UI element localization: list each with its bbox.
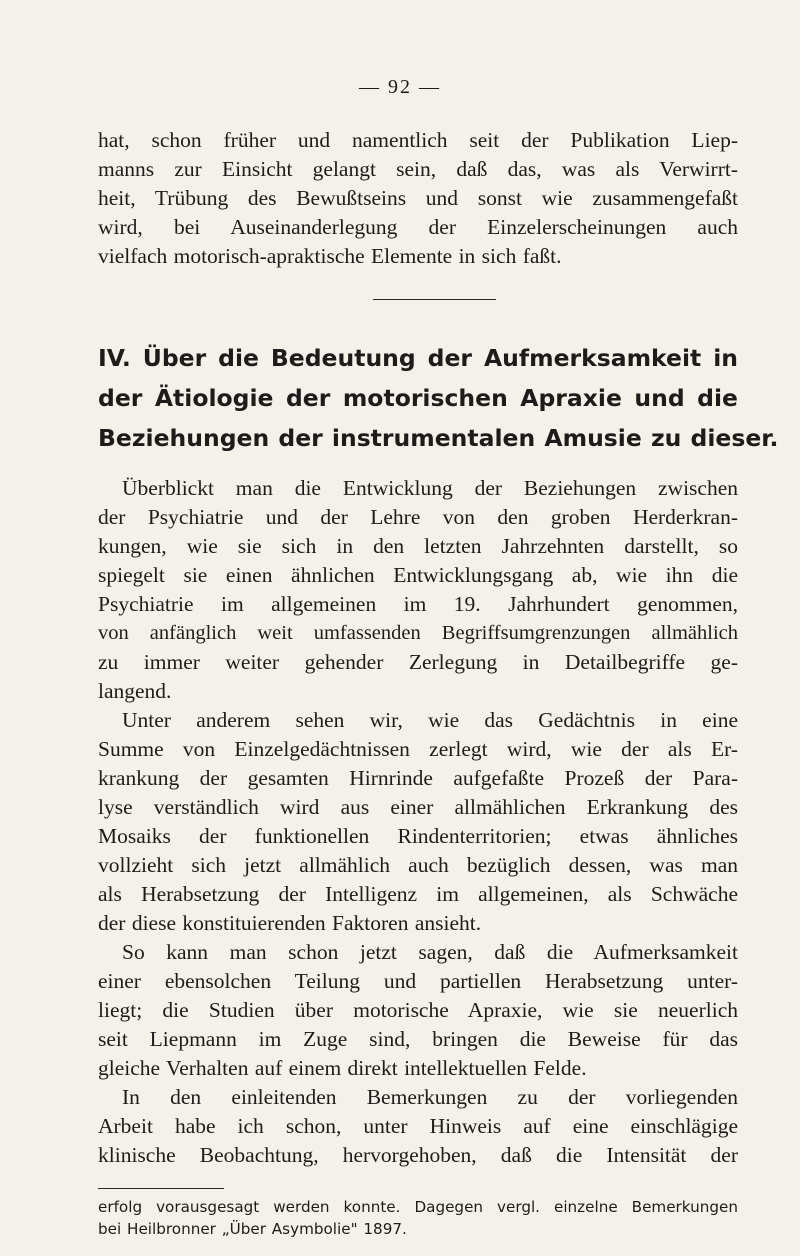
paragraph [98, 1083, 738, 1170]
text-line: einer ebensolchen Teilung und partiellen Herabsetzung unter- [98, 969, 738, 993]
text-line: Unter anderem sehen wir, wie das Gedächtnis in eine [122, 708, 738, 732]
text-line: der Psychiatrie und der Lehre von den groben Herderkran- [98, 505, 738, 529]
section-heading [98, 338, 779, 458]
page-number: — 92 — [359, 76, 441, 98]
text-line: Summe von Einzelgedächtnissen zerlegt wird, wie der als Er- [98, 737, 738, 761]
text-line: spiegelt sie einen ähnlichen Entwicklungsgang ab, wie ihn die [98, 563, 738, 587]
text-line: Überblickt man die Entwicklung der Beziehungen zwischen [122, 476, 738, 500]
text-line: So kann man schon jetzt sagen, daß die Aufmerksamkeit [122, 940, 738, 964]
text-line: kungen, wie sie sich in den letzten Jahrzehnten darstellt, so [98, 534, 738, 558]
text-line: manns zur Einsicht gelangt sein, daß das, was als Verwirrt- [98, 157, 738, 181]
text-line: langend. [98, 679, 172, 703]
text-line: wird, bei Auseinanderlegung der Einzelerscheinungen auch [98, 215, 738, 239]
text-line: lyse verständlich wird aus einer allmählichen Erkrankung des [98, 795, 738, 819]
text-line: klinische Beobachtung, hervorgehoben, daß die Intensität der [98, 1143, 738, 1167]
paragraph [98, 938, 738, 1083]
paragraph [98, 474, 738, 706]
text-line: heit, Trübung des Bewußtseins und sonst wie zusammengefaßt [98, 186, 738, 210]
text-line: der diese konstituierenden Faktoren ansieht. [98, 911, 482, 935]
text-line: vielfach motorisch-apraktische Elemente in sich faßt. [98, 244, 562, 268]
text-line: als Herabsetzung der Intelligenz im allgemeinen, als Schwäche [98, 882, 738, 906]
footnote-line: erfolg vorausgesagt werden konnte. Dagegen vergl. einzelne Bemerkungen [98, 1198, 738, 1216]
paragraph [98, 706, 738, 938]
heading-line: Beziehungen der instrumentalen Amusie zu dieser. [98, 424, 779, 452]
top-paragraph [98, 126, 738, 271]
text-line: In den einleitenden Bemerkungen zu der vorliegenden [122, 1085, 738, 1109]
text-line: hat, schon früher und namentlich seit der Publikation Liep- [98, 128, 738, 152]
text-line: seit Liepmann im Zuge sind, bringen die Beweise für das [98, 1027, 738, 1051]
footnote-divider [98, 1188, 224, 1189]
text-line: liegt; die Studien über motorische Apraxie, wie sie neuerlich [98, 998, 738, 1022]
body-text [98, 474, 738, 1170]
text-line: krankung der gesamten Hirnrinde aufgefaßte Prozeß der Para- [98, 766, 738, 790]
text-line: zu immer weiter gehender Zerlegung in Detailbegriffe ge- [98, 650, 738, 674]
text-line: vollzieht sich jetzt allmählich auch bezüglich dessen, was man [98, 853, 738, 877]
heading-line: der Ätiologie der motorischen Apraxie und die [98, 384, 738, 412]
footnote [98, 1196, 738, 1240]
section-divider [373, 299, 496, 300]
text-line: Psychiatrie im allgemeinen im 19. Jahrhundert genommen, [98, 592, 738, 616]
text-line: gleiche Verhalten auf einem direkt intellektuellen Felde. [98, 1056, 587, 1080]
text-line: von anfänglich weit umfassenden Begriffsumgrenzungen allmählich [98, 622, 738, 644]
text-line: Mosaiks der funktionellen Rindenterritorien; etwas ähnliches [98, 824, 738, 848]
heading-line: IV. Über die Bedeutung der Aufmerksamkeit in [98, 344, 738, 372]
text-line: Arbeit habe ich schon, unter Hinweis auf eine einschlägige [98, 1114, 738, 1138]
footnote-line: bei Heilbronner „Über Asymbolie" 1897. [98, 1220, 407, 1238]
